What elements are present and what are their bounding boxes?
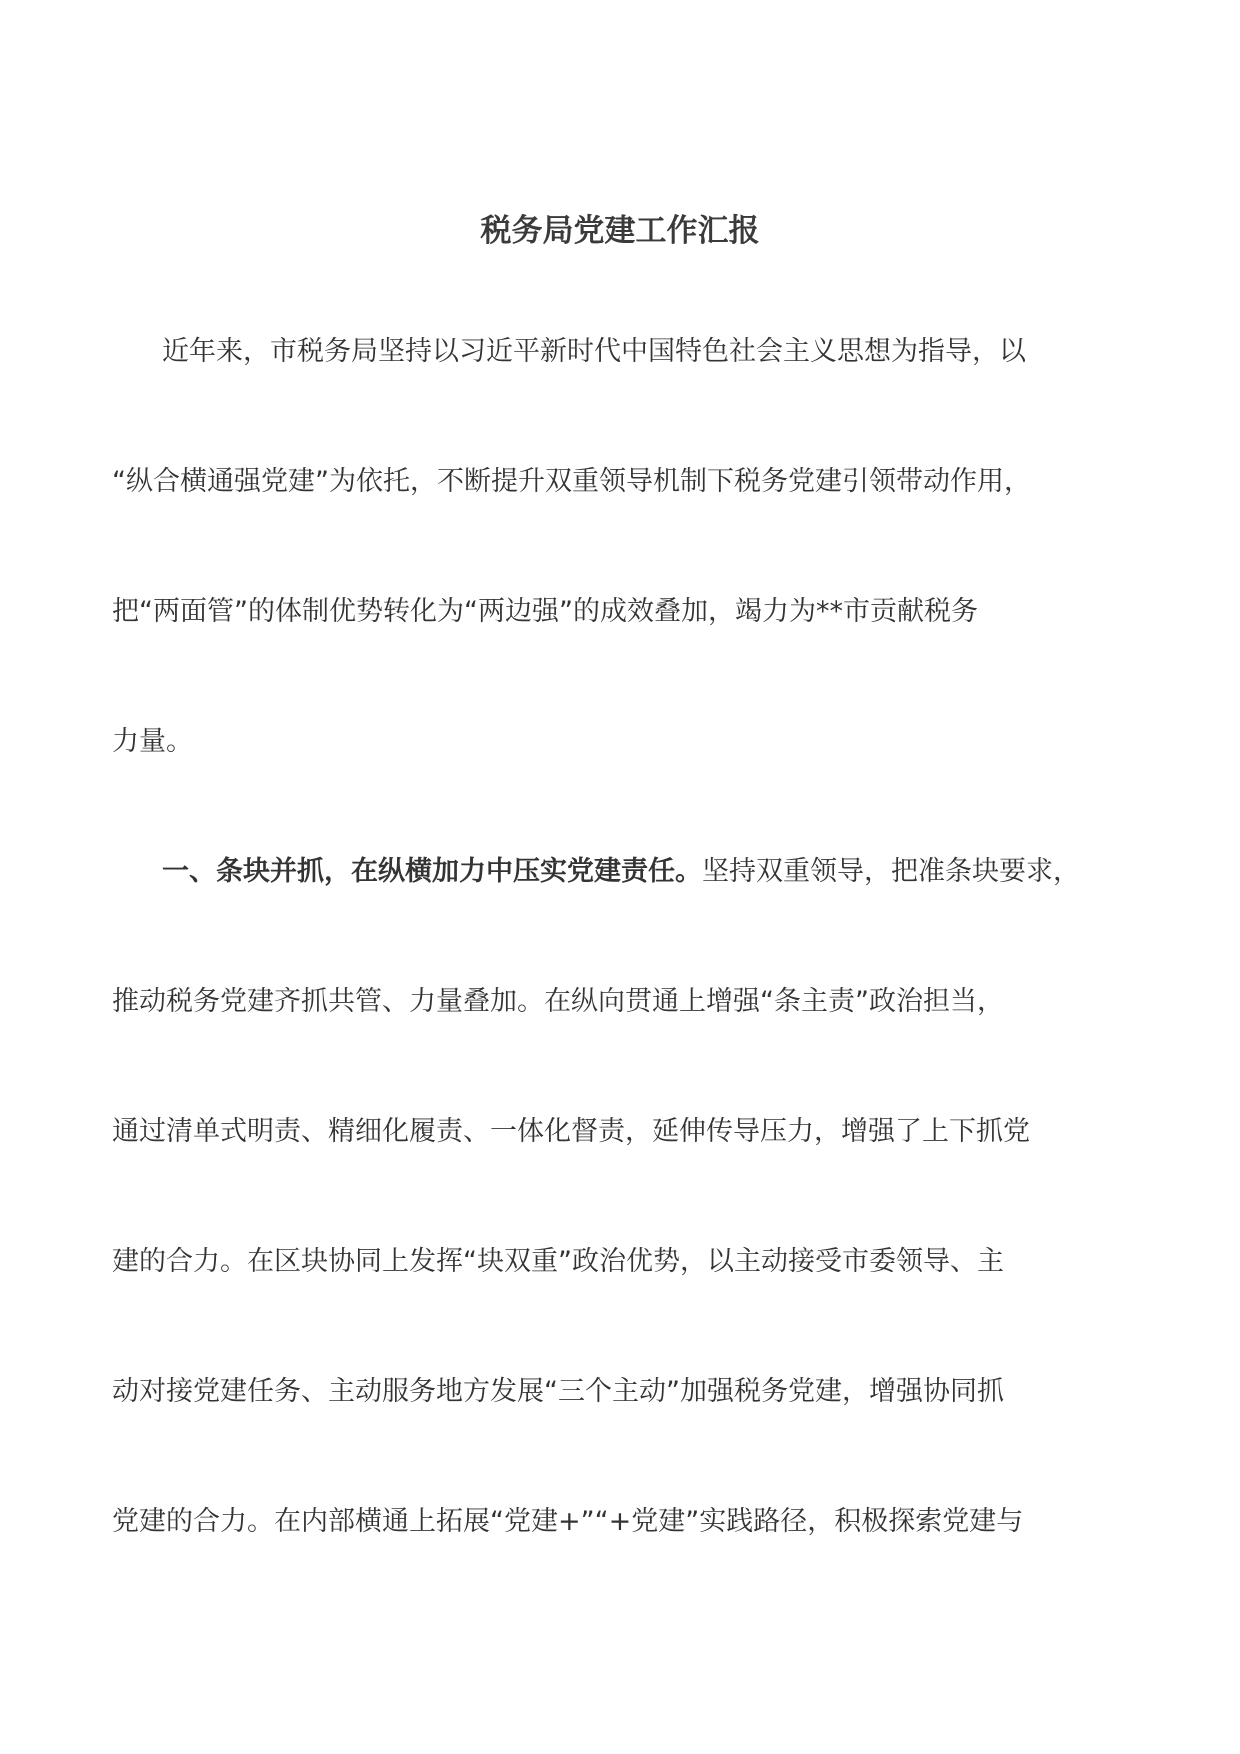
section1-line-3: 通过清单式明责、精细化履责、一体化督责，延伸传导压力，增强了上下抓党 [112, 1116, 1030, 1147]
intro-line-1: 近年来，市税务局坚持以习近平新时代中国特色社会主义思想为指导，以 [162, 336, 1026, 367]
document-title: 税务局党建工作汇报 [480, 213, 760, 249]
section1-line-6: 党建的合力。在内部横通上拓展“党建+”“+党建”实践路径，积极探索党建与 [112, 1506, 1024, 1537]
intro-line-3: 把“两面管”的体制优势转化为“两边强”的成效叠加，竭力为**市贡献税务 [112, 596, 978, 627]
section1-heading: 一、条块并抓，在纵横加力中压实党建责任。 [162, 856, 702, 887]
section1-line-4: 建的合力。在区块协同上发挥“块双重”政治优势，以主动接受市委领导、主 [112, 1246, 1004, 1277]
section1-first-line [112, 852, 1202, 892]
section1-first-line-rest: 坚持双重领导，把准条块要求， [702, 856, 1080, 887]
intro-line-2: “纵合横通强党建”为依托，不断提升双重领导机制下税务党建引领带动作用， [112, 466, 1031, 497]
section1-line-2: 推动税务党建齐抓共管、力量叠加。在纵向贯通上增强“条主责”政治担当， [112, 986, 1004, 1017]
intro-line-4: 力量。 [112, 726, 193, 757]
section1-line-5: 动对接党建任务、主动服务地方发展“三个主动”加强税务党建，增强协同抓 [112, 1376, 1004, 1407]
